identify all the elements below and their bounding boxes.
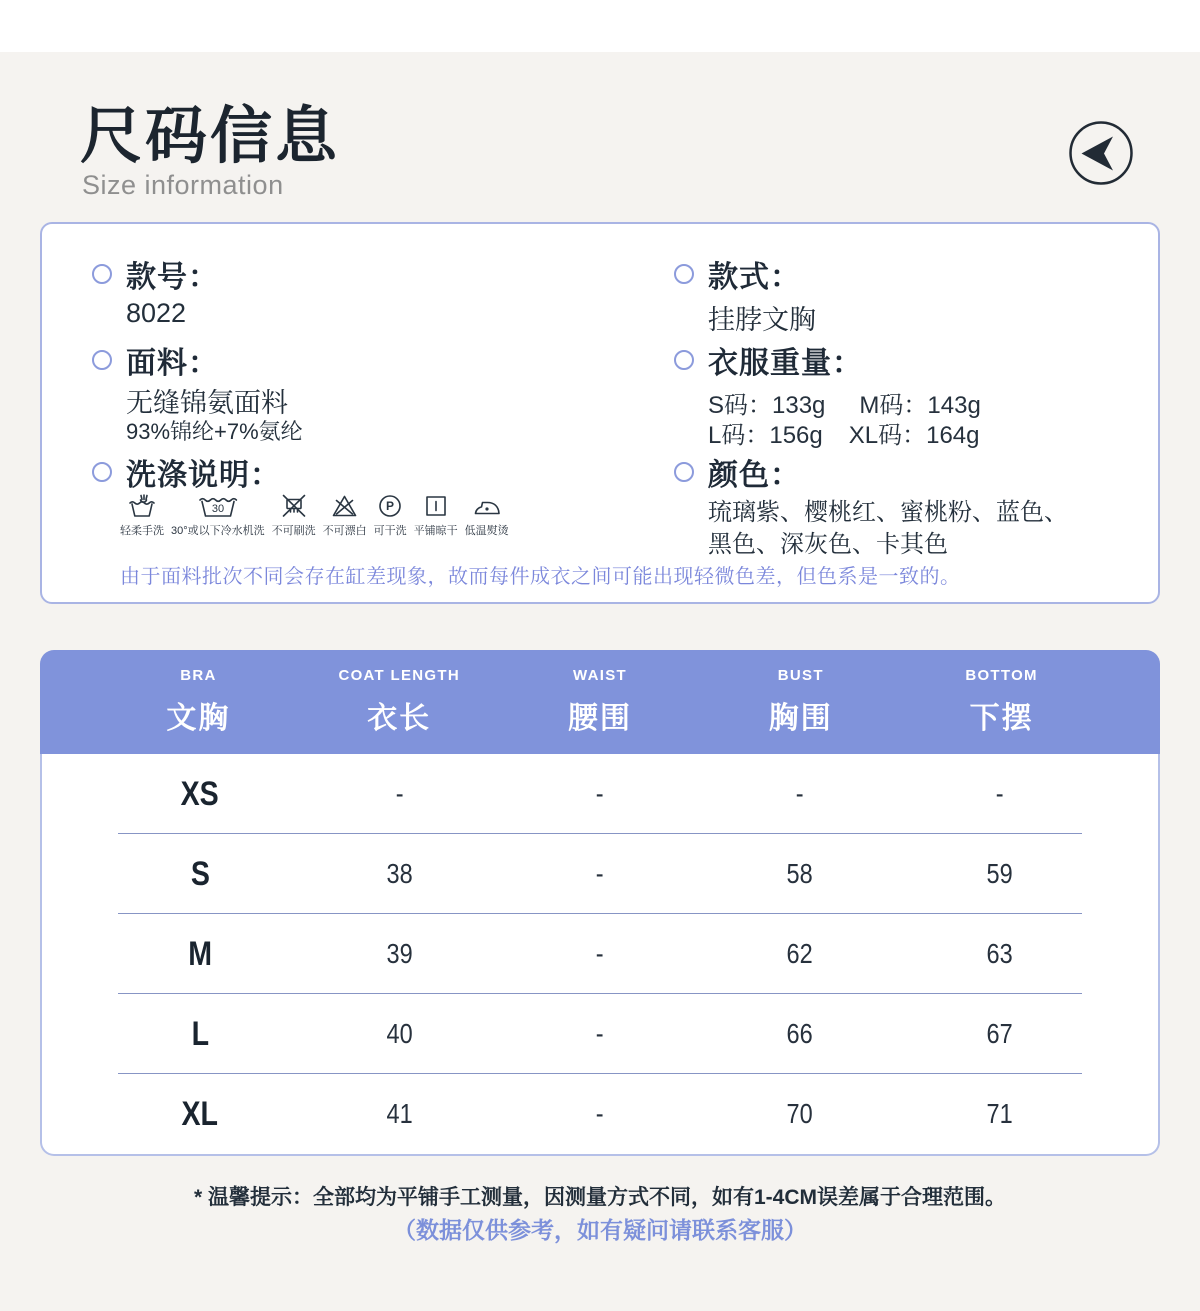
- value-cell: 62: [786, 938, 814, 969]
- size-cell: S: [190, 854, 210, 893]
- column-header-coat-length: COAT LENGTH 衣长: [338, 667, 460, 735]
- value-cell: 66: [786, 1018, 814, 1049]
- wash-item-label: 可干洗: [373, 525, 407, 537]
- dry-clean-icon: [377, 488, 403, 519]
- column-header-bottom: BOTTOM 下摆: [965, 667, 1038, 735]
- column-header-bra: BRA 文胸: [166, 667, 231, 735]
- weight-xl: XL码：164g: [848, 422, 980, 449]
- machine-wash-30-icon: [197, 488, 239, 519]
- svg-text:30: 30: [211, 503, 224, 515]
- value-cell: -: [396, 778, 404, 809]
- bullet-circle-icon: [92, 264, 112, 284]
- flat-dry-icon: [423, 488, 449, 519]
- field-style: [674, 252, 801, 296]
- table-row-s: [42, 834, 1158, 914]
- value-cell: -: [596, 1098, 604, 1129]
- page-title: 尺码信息: [80, 102, 341, 171]
- weight-s: S码：133g: [708, 392, 826, 419]
- size-cell: XL: [181, 1094, 219, 1133]
- no-scrub-icon: [280, 488, 308, 519]
- wash-item-label: 不可漂白: [322, 525, 367, 537]
- field-weight: [674, 338, 863, 382]
- wash-item-dry-clean: [374, 488, 407, 538]
- value-cell: 70: [786, 1098, 814, 1129]
- weight-line-2: [708, 415, 980, 450]
- wash-item-hand-wash: [120, 488, 164, 538]
- product-info-panel: [40, 222, 1160, 604]
- value-cell: -: [796, 778, 804, 809]
- low-iron-icon: [472, 488, 502, 519]
- size-table-body: [40, 754, 1160, 1156]
- bullet-circle-icon: [674, 462, 694, 482]
- page-subtitle: Size information: [82, 170, 284, 200]
- wash-item-flat-dry: [414, 488, 458, 538]
- field-color: [674, 450, 801, 494]
- style-label: 款式：: [708, 261, 801, 294]
- wash-label: 洗涤说明：: [126, 459, 281, 492]
- dye-lot-note: 由于面料批次不同会存在缸差现象，故而每件成衣之间可能出现轻微色差，但色系是一致的。: [120, 566, 961, 588]
- weight-m: M码：143g: [859, 392, 981, 419]
- column-header-bust: BUST 胸围: [768, 667, 833, 735]
- no-bleach-icon: [331, 488, 358, 519]
- size-cell: XS: [180, 774, 220, 813]
- value-cell: 67: [986, 1018, 1014, 1049]
- wash-item-machine-30: [171, 488, 265, 538]
- value-cell: -: [996, 778, 1004, 809]
- table-row-xs: [42, 754, 1158, 834]
- size-cell: L: [191, 1014, 209, 1053]
- bullet-circle-icon: [92, 462, 112, 482]
- field-model: [92, 252, 219, 296]
- value-cell: 59: [986, 858, 1014, 889]
- svg-text:P: P: [386, 499, 395, 514]
- fabric-value: 无缝锦氨面料: [126, 388, 288, 418]
- size-table: [40, 650, 1160, 1156]
- value-cell: -: [596, 938, 604, 969]
- left-arrow-icon: [1068, 120, 1134, 186]
- value-cell: -: [596, 1018, 604, 1049]
- bullet-circle-icon: [92, 350, 112, 370]
- weight-label: 衣服重量：: [708, 347, 863, 380]
- fabric-composition: 93%锦纶+7%氨纶: [126, 419, 303, 444]
- value-cell: 41: [386, 1098, 414, 1129]
- weight-l: L码：156g: [708, 422, 823, 449]
- style-value: 挂脖文胸: [708, 305, 816, 335]
- wash-item-label: 不可刷洗: [271, 525, 316, 537]
- wash-instructions-row: [120, 488, 509, 538]
- table-row-l: [42, 994, 1158, 1074]
- wash-item-label: 平铺晾干: [413, 525, 458, 537]
- back-button[interactable]: [1068, 120, 1134, 186]
- model-label: 款号：: [126, 261, 219, 294]
- fabric-label: 面料：: [126, 347, 219, 380]
- value-cell: 63: [986, 938, 1014, 969]
- color-label: 颜色：: [708, 459, 801, 492]
- value-cell: -: [596, 778, 604, 809]
- reference-tip: （数据仅供参考，如有疑问请联系客服）: [393, 1217, 807, 1243]
- value-cell: 58: [786, 858, 814, 889]
- value-cell: 39: [386, 938, 414, 969]
- model-value: 8022: [126, 298, 187, 328]
- value-cell: -: [596, 858, 604, 889]
- field-fabric: [92, 338, 219, 382]
- table-row-xl: [42, 1074, 1158, 1154]
- hand-wash-icon: [128, 488, 156, 519]
- size-table-header: [40, 650, 1160, 754]
- wash-item-label: 轻柔手洗: [120, 525, 164, 537]
- wash-item-label: 低温熨烫: [464, 525, 509, 537]
- value-cell: 38: [386, 858, 414, 889]
- table-row-m: [42, 914, 1158, 994]
- wash-item-no-bleach: [323, 488, 367, 538]
- value-cell: 40: [386, 1018, 414, 1049]
- bullet-circle-icon: [674, 264, 694, 284]
- bullet-circle-icon: [674, 350, 694, 370]
- color-line-2: 黑色、深灰色、卡其色: [708, 531, 948, 558]
- wash-item-low-iron: [465, 488, 509, 538]
- wash-item-label: 30°或以下冷水机洗: [171, 525, 265, 537]
- wash-item-no-scrub: [272, 488, 316, 538]
- color-line-1: 琉璃紫、樱桃红、蜜桃粉、蓝色、: [708, 499, 1068, 526]
- measurement-tip: * 温馨提示：全部均为平铺手工测量，因测量方式不同，如有1-4CM误差属于合理范围。: [193, 1186, 1006, 1209]
- value-cell: 71: [986, 1098, 1014, 1129]
- column-header-waist: WAIST 腰围: [567, 667, 632, 735]
- size-cell: M: [188, 934, 212, 973]
